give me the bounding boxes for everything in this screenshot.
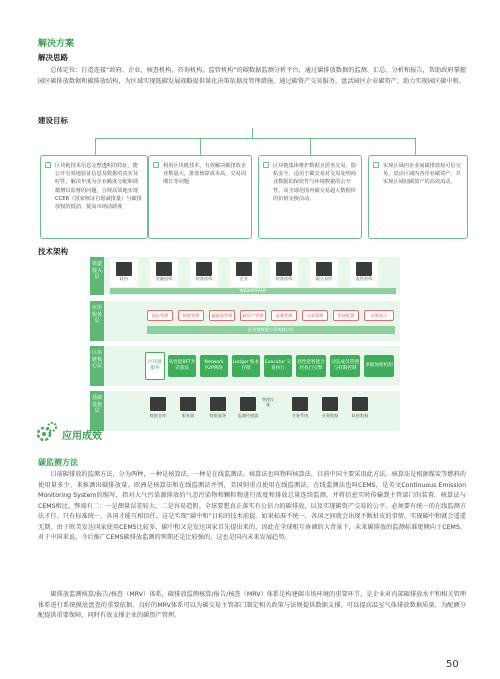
service-tag: 碳排放管理 xyxy=(209,310,235,321)
service-tag: 决策展示 xyxy=(364,310,394,321)
building-icon xyxy=(276,262,292,276)
infra-item: 业务系统 xyxy=(285,397,315,419)
org-exchange: 碳交易所 xyxy=(310,259,338,287)
core-network: Network P2P网络 xyxy=(200,355,228,377)
infra-item: 物理设施 xyxy=(262,397,274,407)
web-bar: WEB/APP/API xyxy=(110,288,396,294)
infra-item: 政府数据 xyxy=(345,397,375,419)
factory-icon xyxy=(236,262,252,276)
service-tag: 交易管理 xyxy=(302,310,328,321)
core-encryption: 多级加密机制 xyxy=(364,355,394,377)
sub-title-monitoring: 碳监测方法 xyxy=(38,458,78,467)
check-icon xyxy=(263,162,269,168)
infra-item: 数据服务 xyxy=(203,397,233,419)
layer-service xyxy=(90,301,400,341)
page-number: 50 xyxy=(446,659,459,670)
core-consensus: 高性能BFT共识算法 xyxy=(168,355,196,377)
system-icon xyxy=(292,397,308,411)
monitoring-paragraph: 目前碳排放的监测方法，分为两种，一种是核算法，一种是在线监测法。核算法也叫物料核算法，目前中国主要采用此方法。核算法是根据煤炭等燃料的使用量多少，来推测出碳排放量。欧洲是核算法和在线监测法并列，美国则重点使用在线监测法。在线监测法也叫CEMS，是英文Continuous Emission Monitoring System的缩写，指对大气污染源排放的气态污染物和颗粒物进行浓度和排放总量连续监测，并将信息实时传输到主管部门的装置。核算法与CEMS相比，弊端有二：一是测量误差较大，二是容易造假。全球要想真正落实有公信力的碳排放，以及实现碳资产交易的公平，必须要有统一的在线监测方法才行。只有标准统一，各国才能互相信任。这是实现“碳中和”目标的技术前提。如果标准不统一，各国之间就会出现不断扯皮的事情，实现碳中和就会遥遥无期。由于欧美发达国家使用CEMS比较多，碳中和又是发达国家首先提出来的，因此在全球相互协调的大背景下，未来碳排放的监测标准更倾向于CEMS。对于中国来说，今后推广CEMS碳排放监测的预期还是比较强的，这也是国内未来发展趋势。 xyxy=(38,471,466,541)
building-icon xyxy=(196,262,212,276)
infra-item: 数据仓库 xyxy=(143,397,173,419)
layer-label: 基础设施层 xyxy=(90,391,104,431)
infra-item: 服务器 xyxy=(173,397,203,419)
app-results-title: 应用成效 xyxy=(62,431,102,442)
org-enterprise: 企业 xyxy=(230,259,258,287)
sub-title-goals: 建设目标 xyxy=(38,116,68,125)
mrv-paragraph: 碳排放监测核算/报告/核查（MRV）体系，碳排放监测核算/报告/核查（MRV）体系是构建碳市场环境的重要环节，是企业对内部碳排放水平和相关管理体系进行系统摸底盘查的重要依据。良好的MRV体系可以为碳交易主管部门制定相关政策与法规提供数据支撑，可以提高温室气体排放数据质量，为配额分配提供重要保障，同时有效支撑企业的碳资产管理。 xyxy=(38,591,466,619)
chart-icon xyxy=(316,262,332,276)
goal-connector xyxy=(95,138,415,139)
service-tag: 园区管理 xyxy=(147,310,173,321)
org-verifier: 核查机构 xyxy=(190,259,218,287)
service-tag: 碳资产管理 xyxy=(240,310,266,321)
goal-box-2: 利用区块链技术，有效解决碳排放企业数量大，排放核算成本高，交易周期长等问题 xyxy=(148,155,252,239)
server-icon xyxy=(180,397,196,411)
core-ledger: Ledger 账本存储 xyxy=(232,355,260,377)
layer-label: 区块链核心层 xyxy=(90,346,104,386)
service-tag: 系统配置 xyxy=(333,310,359,321)
goal-box-3: 区块链集体维护数据且匿名交易，隐私安全，适用于碳交易对交易处理商业数据的保密性与环境数据的公开性，及全球范围内碳交易超大数据库的价值交换活动。 xyxy=(258,155,362,239)
building-icon xyxy=(116,262,132,276)
sub-title-approach: 解决思路 xyxy=(38,53,68,62)
service-tag: 监测管理 xyxy=(271,310,297,321)
approach-paragraph: 总体定位：打造连接“政府、企业、核查机构、咨询机构、监管机构”的碳数据监测分析平台，通过碳排放数据的监测、汇总、分析和报告，帮助政府掌握园区碳排放数据和碳排放结构，为区域实现低碳发展战略提供量化决策依据及管理措施，通过碳资产交易服务，盘活园区企业碳资产，助力实现园区碳中和。 xyxy=(38,67,466,85)
sensor-icon xyxy=(240,397,256,411)
org-finance: 金融机构 xyxy=(150,259,178,287)
section-title: 解决方案 xyxy=(38,39,75,49)
gov-data-icon xyxy=(352,397,368,411)
building-icon xyxy=(356,262,372,276)
sub-title-architecture: 技术架构 xyxy=(38,247,68,256)
layer-label: 渠道接入层 xyxy=(90,257,104,295)
org-verifier-2: 核查机构 xyxy=(270,259,298,287)
data-icon xyxy=(322,397,338,411)
chain-service: 区块链服务 xyxy=(145,352,165,380)
database-icon xyxy=(150,397,166,411)
goal-box-1: 区块链技术信息完整透明的特征，能公开有效地验证信息及数据的真实及时性，解决年度为企业额度分配和调微增以监督的问题，合规高效地实现CCER（国家核证自愿减排量）与碳排放权的抵消，提高市场活跃度 xyxy=(40,155,148,239)
service-tag: 核查管理 xyxy=(178,310,204,321)
check-icon xyxy=(153,162,159,168)
infra-item: 业务数据 xyxy=(315,397,345,419)
bank-icon xyxy=(156,262,172,276)
gears-icon xyxy=(36,421,58,443)
core-contract: 高性能智能合约执行引擎 xyxy=(296,355,326,377)
org-regulator: 监管机构 xyxy=(350,259,378,287)
service-icon xyxy=(210,397,226,411)
core-membership: 动态成员管理与权限控制 xyxy=(330,355,360,377)
infra-item: 监测传感器 xyxy=(233,397,263,419)
check-icon xyxy=(373,162,379,168)
goal-box-4: 实现区域内企业间碳排放权可信交易，盘活区域内各企业碳资产，并实现区域间碳资产的高效流动。 xyxy=(368,155,468,239)
layer-label: 应用服务层 xyxy=(90,301,104,341)
check-icon xyxy=(45,162,51,168)
service-bar: 区块链数据与系统接口层 xyxy=(147,326,395,334)
org-government: 政府 xyxy=(110,259,138,287)
core-executor: Executor 交易执行 xyxy=(264,355,292,377)
